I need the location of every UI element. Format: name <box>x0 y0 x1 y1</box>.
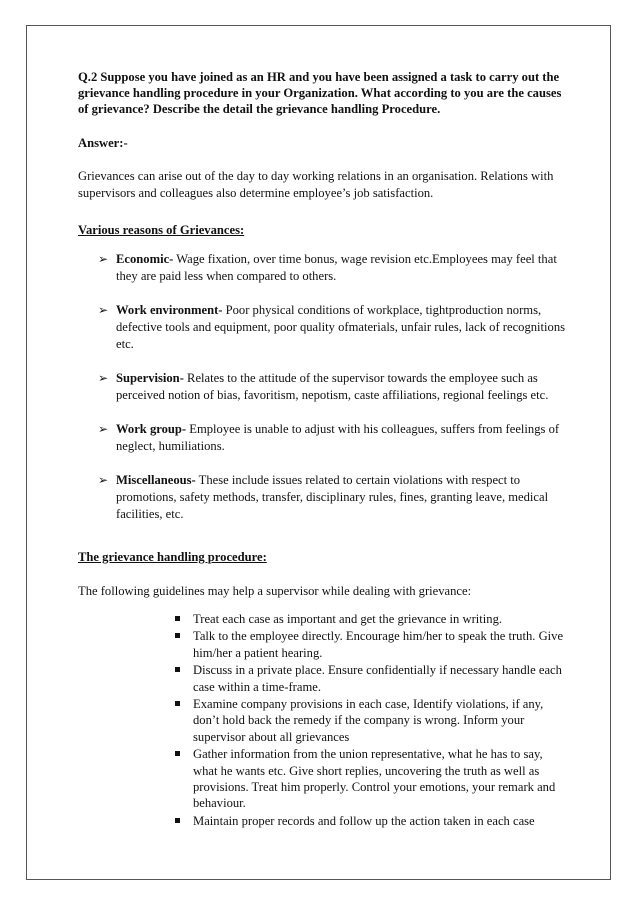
reason-item <box>78 251 568 285</box>
guideline-item <box>174 628 568 661</box>
guideline-item <box>174 611 568 627</box>
guideline-text: Talk to the employee directly. Encourage him/her to speak the truth. Give him/her a patient hearing. <box>193 629 564 660</box>
arrow-bullet-icon: ➢ <box>98 473 109 487</box>
square-bullet-icon <box>175 701 180 706</box>
reason-item <box>78 370 568 404</box>
reason-text: Wage fixation, over time bonus, wage revision etc.Employees may feel that they are paid less when compared to others. <box>116 252 557 283</box>
reason-text: Employee is unable to adjust with his colleagues, suffers from feelings of neglect, humiliations. <box>116 422 560 453</box>
reason-item <box>78 472 568 523</box>
reasons-list <box>78 251 568 523</box>
guidelines-list <box>78 611 568 829</box>
reason-text: These include issues related to certain violations with respect to promotions, safety methods, transfer, disciplinary rules, fines, granting leave, medical facilities, etc. <box>116 473 549 521</box>
reason-title: Work group- <box>116 422 187 436</box>
procedure-intro: The following guidelines may help a supervisor while dealing with grievance: <box>78 584 472 598</box>
procedure-heading: The grievance handling procedure: <box>78 550 267 564</box>
square-bullet-icon <box>175 616 180 621</box>
square-bullet-icon <box>175 751 180 756</box>
reason-text: Poor physical conditions of workplace, tightproduction norms, defective tools and equipment, poor quality ofmaterials, unfair rules, lack of recognitions etc. <box>116 303 566 351</box>
arrow-bullet-icon: ➢ <box>98 422 109 436</box>
document-body <box>78 69 568 830</box>
reason-text: Relates to the attitude of the supervisor towards the employee such as perceived notion of bias, favoritism, nepotism, caste affiliations, regional feelings etc. <box>116 371 549 402</box>
guideline-text: Discuss in a private place. Ensure confidentially if necessary handle each case within a time-frame. <box>193 663 562 694</box>
guideline-item <box>174 813 568 829</box>
guideline-item <box>174 746 568 812</box>
guideline-text: Treat each case as important and get the grievance in writing. <box>193 612 503 626</box>
guideline-item <box>174 662 568 695</box>
reasons-heading: Various reasons of Grievances: <box>78 223 245 237</box>
reason-title: Work environment- <box>116 303 223 317</box>
guideline-text: Maintain proper records and follow up the action taken in each case <box>193 813 535 828</box>
guideline-text: Examine company provisions in each case, Identify violations, if any, don’t hold back the remedy if the company is wrong. Inform your supervisor about all grievances <box>193 697 544 744</box>
reason-title: Supervision- <box>116 371 184 385</box>
reason-title: Economic- <box>116 252 174 266</box>
arrow-bullet-icon: ➢ <box>98 252 109 266</box>
square-bullet-icon <box>175 818 180 823</box>
guideline-item <box>174 696 568 745</box>
reason-title: Miscellaneous- <box>116 473 196 487</box>
square-bullet-icon <box>175 633 180 638</box>
question-text: Q.2 Suppose you have joined as an HR and you have been assigned a task to carry out the grievance handling procedure in your Organization. What according to you are the causes of grievance? Describe the detail the grievance handling Procedure. <box>78 70 562 116</box>
reason-item <box>78 421 568 455</box>
square-bullet-icon <box>175 667 180 672</box>
guideline-text: Gather information from the union representative, what he has to say, what he wants etc. Give short replies, uncovering the truth as well as provisions. Treat him properly. Control your emotions, your remark and behaviour. <box>193 747 556 811</box>
arrow-bullet-icon: ➢ <box>98 371 109 385</box>
answer-label: Answer:- <box>78 136 128 150</box>
intro-paragraph: Grievances can arise out of the day to day working relations in an organisation. Relations with supervisors and colleagues also determine employee’s job satisfaction. <box>78 169 554 200</box>
reason-item <box>78 302 568 353</box>
arrow-bullet-icon: ➢ <box>98 303 109 317</box>
